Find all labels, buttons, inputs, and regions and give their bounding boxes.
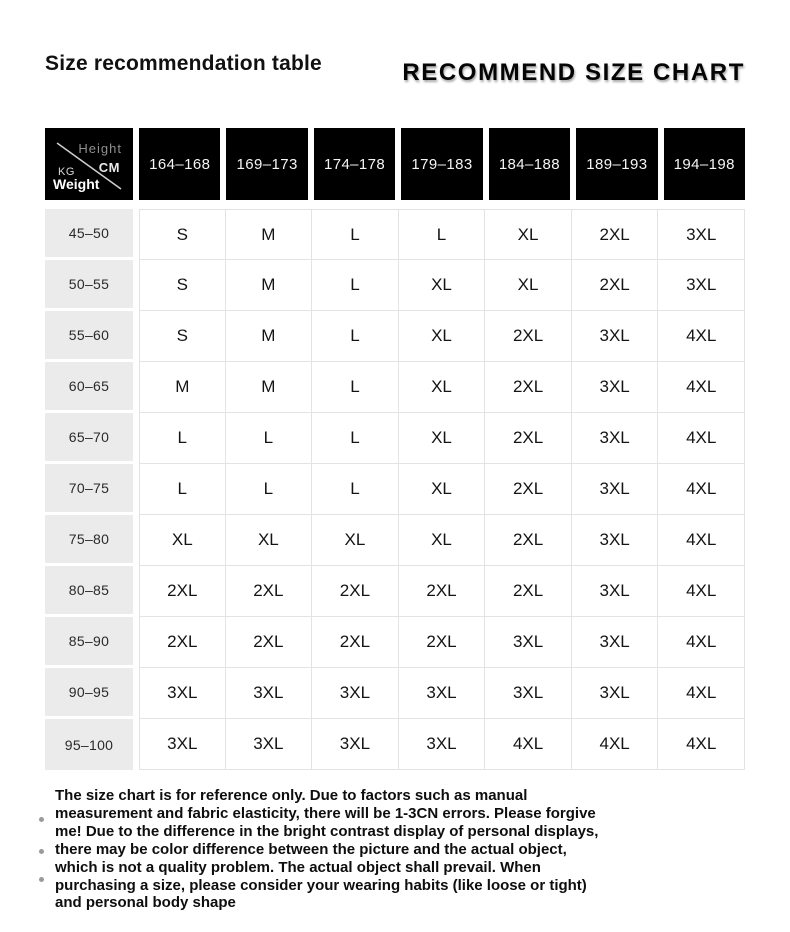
- height-column-headers: [139, 128, 745, 200]
- weight-row-header: 85–90: [45, 617, 133, 668]
- size-cell: 4XL: [658, 464, 745, 515]
- table-row: [45, 617, 745, 668]
- size-cell: XL: [399, 311, 486, 362]
- size-cell: XL: [312, 515, 399, 566]
- size-cell: 3XL: [658, 209, 745, 260]
- size-cell: 4XL: [658, 668, 745, 719]
- size-cell: 4XL: [658, 566, 745, 617]
- table-row: [45, 413, 745, 464]
- size-cell: 4XL: [658, 311, 745, 362]
- size-cell: 3XL: [572, 311, 659, 362]
- table-row: [45, 719, 745, 770]
- size-cell: 3XL: [658, 260, 745, 311]
- size-cell: S: [139, 260, 226, 311]
- disclaimer-line: there may be color difference between the picture and the actual object,: [55, 840, 567, 858]
- size-cell: XL: [399, 464, 486, 515]
- size-cell: 2XL: [399, 566, 486, 617]
- size-cell: 4XL: [658, 617, 745, 668]
- recommend-size-chart-title: RECOMMEND SIZE CHART: [402, 59, 745, 86]
- size-cell: XL: [399, 362, 486, 413]
- size-cell: 2XL: [139, 617, 226, 668]
- weight-row-header: 45–50: [45, 209, 133, 260]
- disclaimer-line: and personal body shape: [55, 894, 236, 912]
- disclaimer-text: [55, 787, 727, 912]
- size-cell: 3XL: [572, 617, 659, 668]
- size-cell: M: [226, 260, 313, 311]
- size-cell: 4XL: [658, 515, 745, 566]
- disclaimer-line: measurement and fabric elasticity, there will be 1-3CN errors. Please forgive: [55, 804, 596, 822]
- weight-unit-label: KG: [58, 166, 75, 178]
- disclaimer-line: me! Due to the difference in the bright contrast display of personal displays,: [55, 822, 599, 840]
- size-row-cells: [139, 617, 745, 668]
- weight-row-header: 65–70: [45, 413, 133, 464]
- size-cell: L: [139, 413, 226, 464]
- size-cell: XL: [399, 260, 486, 311]
- size-cell: 2XL: [572, 209, 659, 260]
- size-cell: 2XL: [572, 260, 659, 311]
- table-row: [45, 260, 745, 311]
- size-cell: 2XL: [485, 413, 572, 464]
- table-row: [45, 464, 745, 515]
- height-column-header: 179–183: [401, 128, 482, 200]
- size-cell: M: [226, 362, 313, 413]
- size-cell: XL: [485, 260, 572, 311]
- weight-row-header: 55–60: [45, 311, 133, 362]
- height-column-header: 184–188: [489, 128, 570, 200]
- size-cell: L: [312, 362, 399, 413]
- size-cell: 4XL: [485, 719, 572, 770]
- size-cell: 3XL: [572, 566, 659, 617]
- size-table: [45, 128, 745, 770]
- disclaimer: [55, 787, 727, 912]
- weight-row-header: 95–100: [45, 719, 133, 770]
- weight-row-header: 70–75: [45, 464, 133, 515]
- size-cell: S: [139, 209, 226, 260]
- height-axis-label: Height: [78, 141, 122, 156]
- size-cell: 3XL: [312, 668, 399, 719]
- size-row-cells: [139, 566, 745, 617]
- size-cell: L: [312, 464, 399, 515]
- size-cell: 2XL: [226, 566, 313, 617]
- table-row: [45, 668, 745, 719]
- weight-row-header: 90–95: [45, 668, 133, 719]
- size-cell: 3XL: [572, 362, 659, 413]
- size-cell: L: [399, 209, 486, 260]
- table-row: [45, 566, 745, 617]
- table-corner-cell: [45, 128, 133, 200]
- size-cell: 4XL: [658, 719, 745, 770]
- disclaimer-line: The size chart is for reference only. Due to factors such as manual: [55, 787, 528, 804]
- table-row: [45, 362, 745, 413]
- size-cell: 4XL: [572, 719, 659, 770]
- height-column-header: 169–173: [226, 128, 307, 200]
- size-cell: L: [312, 413, 399, 464]
- size-cell: 3XL: [572, 413, 659, 464]
- size-cell: L: [139, 464, 226, 515]
- title-bar: [45, 52, 745, 110]
- size-cell: 3XL: [399, 719, 486, 770]
- size-cell: M: [139, 362, 226, 413]
- size-row-cells: [139, 260, 745, 311]
- size-cell: 2XL: [312, 566, 399, 617]
- size-cell: 2XL: [139, 566, 226, 617]
- disclaimer-line: which is not a quality problem. The actual object shall prevail. When: [55, 858, 541, 876]
- size-row-cells: [139, 719, 745, 770]
- size-cell: XL: [399, 413, 486, 464]
- size-cell: 3XL: [399, 668, 486, 719]
- height-column-header: 194–198: [664, 128, 745, 200]
- size-cell: 3XL: [226, 668, 313, 719]
- size-cell: XL: [485, 209, 572, 260]
- size-row-cells: [139, 515, 745, 566]
- size-cell: 3XL: [572, 464, 659, 515]
- disclaimer-line: purchasing a size, please consider your wearing habits (like loose or tight): [55, 876, 587, 894]
- size-cell: M: [226, 209, 313, 260]
- size-cell: 2XL: [485, 311, 572, 362]
- size-cell: S: [139, 311, 226, 362]
- size-cell: 4XL: [658, 413, 745, 464]
- size-cell: 3XL: [139, 719, 226, 770]
- size-cell: 2XL: [226, 617, 313, 668]
- bullet-dot: [39, 817, 44, 822]
- size-cell: 3XL: [226, 719, 313, 770]
- size-cell: 3XL: [485, 617, 572, 668]
- size-cell: 2XL: [399, 617, 486, 668]
- size-row-cells: [139, 668, 745, 719]
- size-cell: 3XL: [485, 668, 572, 719]
- table-row: [45, 515, 745, 566]
- page-title: Size recommendation table: [45, 52, 322, 75]
- size-cell: 3XL: [572, 668, 659, 719]
- weight-axis-label: Weight: [53, 176, 100, 192]
- size-cell: 4XL: [658, 362, 745, 413]
- size-cell: L: [312, 311, 399, 362]
- size-cell: XL: [139, 515, 226, 566]
- weight-row-header: 50–55: [45, 260, 133, 311]
- size-cell: M: [226, 311, 313, 362]
- size-cell: XL: [226, 515, 313, 566]
- table-header-row: [45, 128, 745, 200]
- size-cell: 3XL: [572, 515, 659, 566]
- table-row: [45, 311, 745, 362]
- table-body: [45, 209, 745, 770]
- size-cell: 2XL: [485, 362, 572, 413]
- weight-row-header: 60–65: [45, 362, 133, 413]
- weight-row-header: 75–80: [45, 515, 133, 566]
- height-column-header: 174–178: [314, 128, 395, 200]
- size-cell: 3XL: [312, 719, 399, 770]
- height-unit-label: CM: [98, 160, 120, 175]
- size-cell: 2XL: [485, 566, 572, 617]
- size-row-cells: [139, 209, 745, 260]
- bullet-dot: [39, 877, 44, 882]
- size-cell: 2XL: [312, 617, 399, 668]
- size-row-cells: [139, 311, 745, 362]
- size-cell: 3XL: [139, 668, 226, 719]
- size-cell: L: [226, 413, 313, 464]
- size-cell: 2XL: [485, 515, 572, 566]
- size-cell: XL: [399, 515, 486, 566]
- height-column-header: 164–168: [139, 128, 220, 200]
- size-cell: L: [226, 464, 313, 515]
- weight-row-header: 80–85: [45, 566, 133, 617]
- size-cell: 2XL: [485, 464, 572, 515]
- size-row-cells: [139, 464, 745, 515]
- size-cell: L: [312, 209, 399, 260]
- size-row-cells: [139, 362, 745, 413]
- table-row: [45, 209, 745, 260]
- size-cell: L: [312, 260, 399, 311]
- height-column-header: 189–193: [576, 128, 657, 200]
- bullet-dot: [39, 849, 44, 854]
- size-row-cells: [139, 413, 745, 464]
